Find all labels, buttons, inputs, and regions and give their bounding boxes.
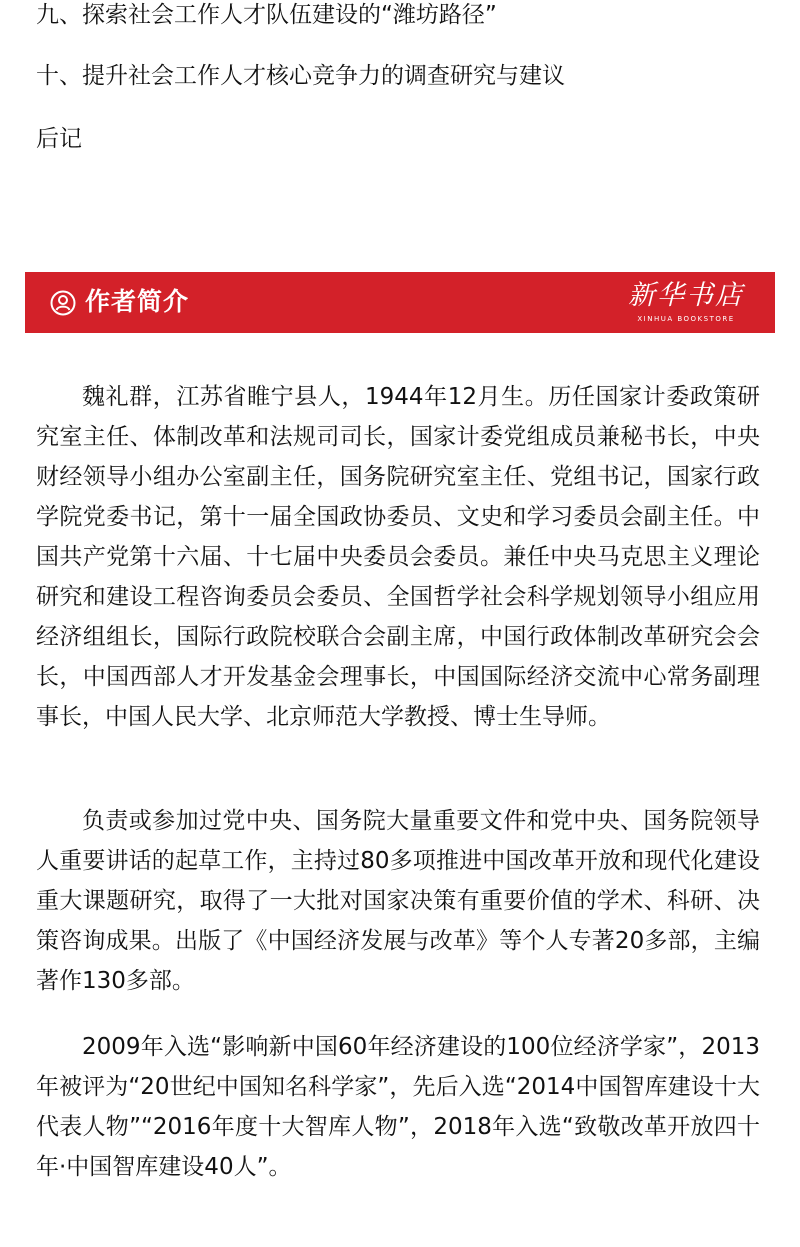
banner-title: 作者简介 [85, 287, 190, 316]
bio-paragraph: 负责或参加过党中央、国务院大量重要文件和党中央、国务院领导人重要讲话的起草工作，主持过80多项推进中国改革开放和现代化建设重大课题研究，取得了一大批对国家决策有重要价值的学术、科研、决策咨询成果。出版了《中国经济发展与改革》等个人专著20多部，主编著作130多部。 [36, 808, 760, 994]
bio-paragraph: 魏礼群，江苏省睢宁县人，1944年12月生。历任国家计委政策研究室主任、体制改革和法规司司长，国家计委党组成员兼秘书长，中央财经领导小组办公室副主任，国务院研究室主任、党组书记，国家行政学院党委书记，第十一届全国政协委员、文史和学习委员会副主任。中国共产党第十六届、十七届中央委员会委员。兼任中央马克思主义理论研究和建设工程咨询委员会委员、全国哲学社会科学规划领导小组应用经济组组长，国际行政院校联合会副主席，中国行政体制改革研究会会长，中国西部人才开发基金会理事长，中国国际经济交流中心常务副理事长，中国人民大学、北京师范大学教授、博士生导师。 [36, 384, 760, 730]
user-circle-icon [50, 290, 76, 316]
toc-item-9: 九、探索社会工作人才队伍建设的“潍坊路径” [36, 2, 497, 28]
xinhua-bookstore-logo [621, 281, 751, 324]
author-intro-banner [25, 272, 775, 333]
toc-item-10: 十、提升社会工作人才核心竞争力的调查研究与建议 [36, 63, 565, 89]
toc-postscript: 后记 [36, 126, 82, 152]
brand-name-cn: 新华书店 [628, 280, 744, 311]
bio-paragraph: 2009年入选“影响新中国60年经济建设的100位经济学家”，2013年被评为“20世纪中国知名科学家”，先后入选“2014中国智库建设十大代表人物”“2016年度十大智库人物”，2018年入选“致敬改革开放四十年·中国智库建设40人”。 [36, 1034, 760, 1180]
brand-name-en: XINHUA BOOKSTORE [637, 315, 735, 323]
